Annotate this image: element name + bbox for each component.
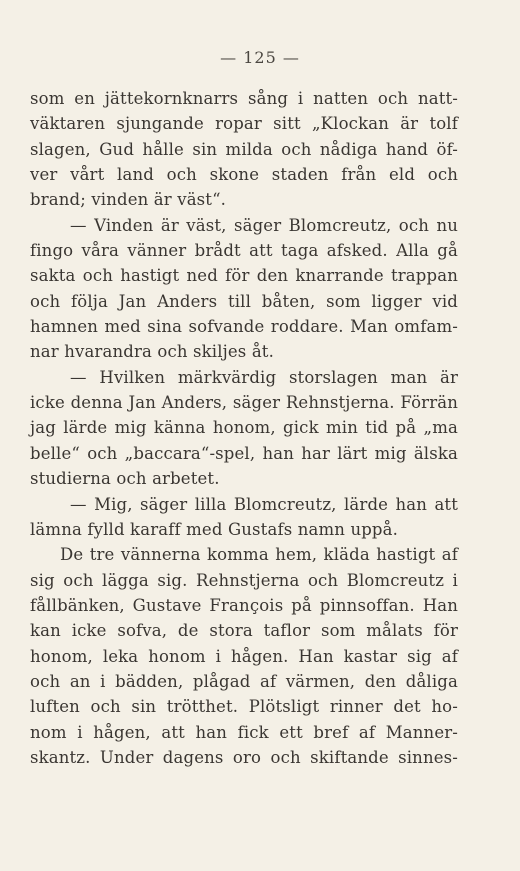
text-line: kan icke sofva, de stora taflor som målats för — [30, 621, 458, 641]
text-line: och an i bädden, plågad af värmen, den dåliga — [30, 671, 458, 691]
text-line: luften och sin trötthet. Plötsligt rinner det ho- — [30, 697, 458, 717]
page-number: — 125 — — [220, 48, 300, 67]
text-line: jag lärde mig känna honom, gick min tid på „ma — [30, 418, 458, 438]
text-line: belle“ och „baccara“-spel, han har lärt mig älska — [30, 443, 458, 463]
text-line: som en jättekornknarrs sång i natten och natt- — [30, 89, 458, 108]
text-line: fållbänken, Gustave François på pinnsoffan. Han — [30, 595, 458, 615]
text-line: — Hvilken märkvärdig storslagen man är — [70, 367, 458, 387]
text-line: nom i hågen, att han fick ett bref af Manner- — [30, 722, 458, 742]
text-line: sig och lägga sig. Rehnstjerna och Blomcreutz i — [30, 570, 458, 590]
text-line: och följa Jan Anders till båten, som ligger vid — [30, 291, 458, 311]
text-line: De tre vännerna komma hem, kläda hastigt af — [60, 545, 458, 565]
body-text — [30, 86, 458, 770]
text-line: honom, leka honom i hågen. Han kastar sig af — [30, 646, 458, 666]
text-line: hamnen med sina sofvande roddare. Man omfam- — [30, 317, 458, 337]
text-line: nar hvarandra och skiljes åt. — [30, 342, 274, 362]
text-line: icke denna Jan Anders, säger Rehnstjerna. Förrän — [30, 393, 458, 413]
text-line: lämna fylld karaff med Gustafs namn uppå. — [30, 519, 399, 539]
text-line: sakta och hastigt ned för den knarrande trappan — [30, 266, 458, 286]
text-line: — Vinden är väst, säger Blomcreutz, och nu — [70, 215, 458, 235]
text-line: ver vårt land och skone staden från eld och — [30, 165, 458, 185]
text-line: — Mig, säger lilla Blomcreutz, lärde han att — [70, 494, 458, 514]
text-line: skantz. Under dagens oro och skiftande sinnes- — [30, 747, 458, 767]
text-line: väktaren sjungande ropar sitt „Klockan är tolf — [30, 114, 458, 134]
text-line: fingo våra vänner brådt att taga afsked. Alla gå — [30, 241, 458, 261]
text-line: slagen, Gud hålle sin milda och nådiga hand öf- — [30, 139, 458, 159]
text-line: brand; vinden är väst“. — [30, 190, 227, 210]
text-line: studierna och arbetet. — [30, 469, 220, 489]
